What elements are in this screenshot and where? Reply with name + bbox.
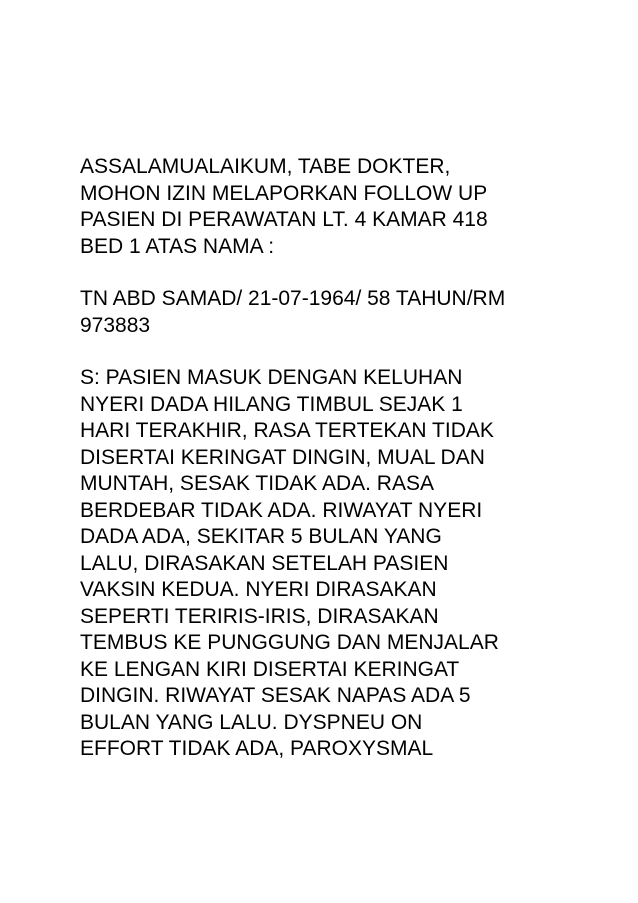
subjective-paragraph: S: PASIEN MASUK DENGAN KELUHAN NYERI DADA HILANG TIMBUL SEJAK 1 HARI TERAKHIR, RASA TERTEKAN TIDAK DISERTAI KERINGAT DINGIN, MUAL DAN MUNTAH, SESAK TIDAK ADA. RASA BERDEBAR TIDAK ADA. RIWAYAT NYERI DADA ADA, SEKITAR 5 BULAN YANG LALU, DIRASAKAN SETELAH PASIEN VAKSIN KEDUA. NYERI DIRASAKAN SEPERTI TERIRIS-IRIS, DIRASAKAN TEMBUS KE PUNGGUNG DAN MENJALAR KE LENGAN KIRI DISERTAI KERINGAT DINGIN. RIWAYAT SESAK NAPAS ADA 5 BULAN YANG LALU. DYSPNEU ON EFFORT TIDAK ADA, PAROXYSMAL bbox=[80, 366, 499, 760]
greeting-paragraph: ASSALAMUALAIKUM, TABE DOKTER, MOHON IZIN MELAPORKAN FOLLOW UP PASIEN DI PERAWATAN LT. 4 KAMAR 418 BED 1 ATAS NAMA : bbox=[80, 155, 488, 258]
report-text bbox=[80, 154, 570, 763]
patient-identity-paragraph: TN ABD SAMAD/ 21-07-1964/ 58 TAHUN/RM 973883 bbox=[80, 287, 506, 337]
